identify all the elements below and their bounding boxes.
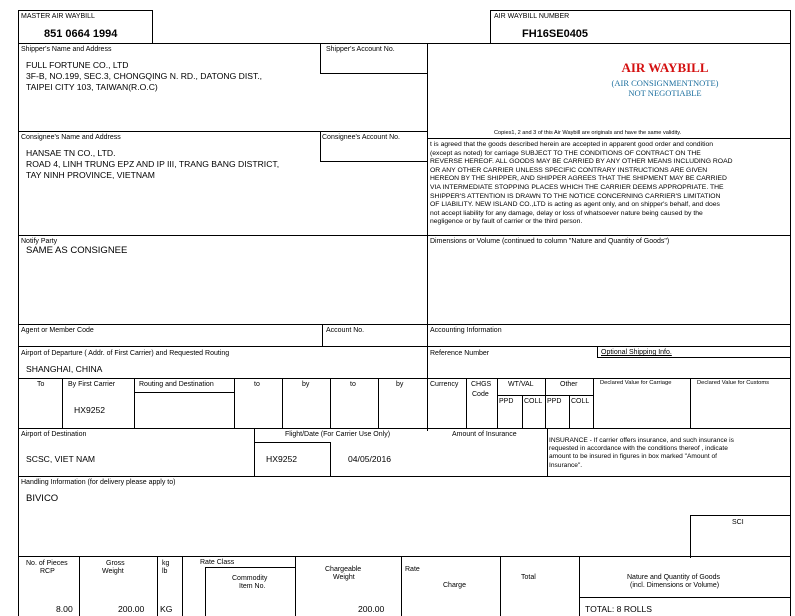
destination-value: SCSC, VIET NAM <box>26 454 96 464</box>
rcp-label: RCP <box>40 568 55 575</box>
awb-number: FH16SE0405 <box>522 28 589 40</box>
coll2-label: COLL <box>571 398 590 405</box>
rate-label: Rate <box>405 566 420 573</box>
shipper-label: Shipper's Name and Address <box>21 46 112 53</box>
air-waybill-title <box>590 60 740 98</box>
pieces-label: No. of Pieces <box>26 560 68 567</box>
flight-number: HX9252 <box>266 454 298 464</box>
item-no-label: Item No. <box>239 583 266 590</box>
conditions-text: t is agreed that the goods described herein are accepted in apparent good order and condition (except as noted) for carriage SUBJECT TO THE CONDITIONS OF CONTRACT ON THE REVERSE HEREOF. ALL GOODS MAY BE CARRIED BY ANY OTHER MEANS INCLUDING ROAD OR ANY OTHER CARRIER UNLESS SPECIFIC CONTRARY INSTRUCTIONS ARE GIVEN HEREON BY THE SHIPPER, AND SHIPPER AGREES THAT THE SHIPMENT MAY BE CARRIED VIA INTERMEDIATE STOPPING PLACES WHICH THE CARRIER DEEMS APPROPRIATE. THE SHIPPER'S ATTENTION IS DRAWN TO THE NOTICE CONCERNING CARRIER'S LIMITATION OF LIABILITY. NEW ISLAND CO.,LTD is acting as agent only, and on shipper's behalf, and does not accept liability for any damage, delay or loss of whatsoever nature being caused by the negligence or by fault of carrier or the third person. <box>430 141 733 226</box>
master-awb-number: 851 0664 1994 <box>44 28 118 40</box>
declared-customs-label: Declared Value for Customs <box>697 380 770 386</box>
route-to-label: To <box>37 381 45 388</box>
coll1-label: COLL <box>524 398 543 405</box>
nature-incl-label: (incl. Dimensions or Volume) <box>630 582 720 589</box>
chargeable-value: 200.00 <box>358 604 385 614</box>
insurance-note: INSURANCE - If carrier offers insurance, and such insurance is requested in accordance with the conditions thereof , indicate amount to be insured in figures in box marked "Amount of Insurance". <box>549 437 734 469</box>
ppd2-label: PPD <box>547 398 562 405</box>
route-to3-label: to <box>350 381 356 388</box>
route-to2-label: to <box>254 381 260 388</box>
shipper-line: TAIPEI CITY 103, TAIWAN(R.O.C) <box>26 82 158 92</box>
consignee-line: ROAD 4, LINH TRUNG EPZ AND IP III, TRANG BANG DISTRICT, <box>26 159 280 169</box>
destination-label: Airport of Destination <box>21 431 87 438</box>
awb-number-label: AIR WAYBILL NUMBER <box>494 13 570 20</box>
shipper-account-label: Shipper's Account No. <box>326 46 395 53</box>
pieces-value: 8.00 <box>56 604 73 614</box>
shipper-line: FULL FORTUNE CO., LTD <box>26 60 129 70</box>
consignee-line: HANSAE TN CO., LTD. <box>26 148 116 158</box>
departure-label: Airport of Departure ( Addr. of First Carrier) and Requested Routing <box>21 350 230 357</box>
lb-label: lb <box>162 568 168 575</box>
chargeable-label: Chargeable <box>325 566 362 573</box>
agent-account-label: Account No. <box>326 327 365 334</box>
notify-value: SAME AS CONSIGNEE <box>26 245 128 256</box>
route-by3-label: by <box>396 381 404 388</box>
unit-value: KG <box>160 604 173 614</box>
first-carrier-value: HX9252 <box>74 405 106 415</box>
handling-value: BIVICO <box>26 493 59 504</box>
optional-info-label: Optional Shipping Info. <box>601 349 672 356</box>
accounting-label: Accounting Information <box>430 327 502 334</box>
declared-carriage-label: Declared Value for Carriage <box>600 380 672 386</box>
total-pieces-text: TOTAL: 8 ROLLS <box>585 604 653 614</box>
other-label: Other <box>560 381 578 388</box>
flight-label: Flight/Date (For Carrier Use Only) <box>285 431 391 438</box>
code-label: Code <box>472 391 489 398</box>
gross-value: 200.00 <box>118 604 145 614</box>
flight-date: 04/05/2016 <box>348 454 392 464</box>
sci-label: SCI <box>732 519 744 526</box>
consignee-line: TAY NINH PROVINCE, VIETNAM <box>26 170 155 180</box>
routing-destination-label: Routing and Destination <box>139 381 214 388</box>
kg-label: kg <box>162 560 170 567</box>
reference-label: Reference Number <box>430 350 490 357</box>
consignee-label: Consignee's Name and Address <box>21 134 121 141</box>
master-awb-label: MASTER AIR WAYBILL <box>21 13 95 20</box>
wtval-label: WT/VAL <box>508 381 534 388</box>
title-sub1: (AIR CONSIGNMENTNOTE) <box>611 78 719 88</box>
title-main: AIR WAYBILL <box>621 60 709 75</box>
nature-label: Nature and Quantity of Goods <box>627 574 720 581</box>
chgs-label: CHGS <box>471 381 492 388</box>
currency-label: Currency <box>430 381 459 388</box>
handling-label: Handling Information (for delivery please apply to) <box>21 479 176 486</box>
departure-value: SHANGHAI, CHINA <box>26 364 103 374</box>
shipper-line: 3F-B, NO.199, SEC.3, CHONGQING N. RD., DATONG DIST., <box>26 71 263 81</box>
first-carrier-label: By First Carrier <box>68 381 116 388</box>
copies-note: Copies1, 2 and 3 of this Air Waybill are originals and have the same validity. <box>494 130 682 136</box>
ppd1-label: PPD <box>499 398 514 405</box>
consignee-account-label: Consignee's Account No. <box>322 134 400 141</box>
agent-code-label: Agent or Member Code <box>21 327 94 334</box>
gross-weight-label: Weight <box>102 568 124 575</box>
gross-label: Gross <box>106 560 125 567</box>
amount-insurance-label: Amount of Insurance <box>452 431 517 438</box>
route-by2-label: by <box>302 381 310 388</box>
charge-label: Charge <box>443 582 466 589</box>
title-sub2: NOT NEGOTIABLE <box>628 88 702 98</box>
dimensions-label: Dimensions or Volume (continued to column "Nature and Quantity of Goods") <box>430 238 670 245</box>
notify-label: Notify Party <box>21 238 58 245</box>
commodity-label: Commodity <box>232 575 268 582</box>
total-label: Total <box>521 574 536 581</box>
rate-class-label: Rate Class <box>200 559 235 566</box>
chargeable-weight-label: Weight <box>333 574 355 581</box>
